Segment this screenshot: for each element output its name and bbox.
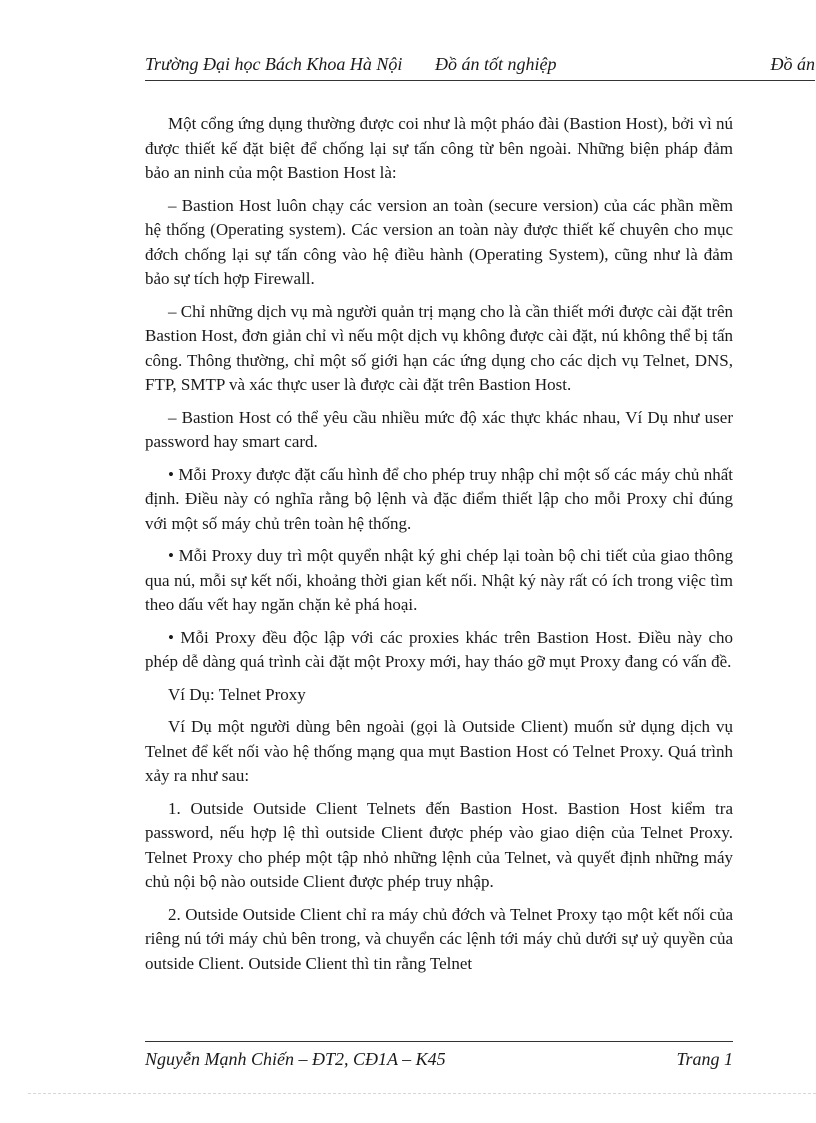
footer-page-number: Trang 1 xyxy=(676,1049,733,1069)
paragraph-secure-version: – Bastion Host luôn chạy các version an toàn (secure version) của các phần mềm hệ thống (Operating system). Các version an toàn này được thiết kế chuyên cho mục đớch chống lại sự tấn công vào hệ điều hành (Operating System), cũng như là đảm bảo sự tích hợp Firewall. xyxy=(145,195,733,288)
paragraph-proxy-log: • Mỗi Proxy duy trì một quyển nhật ký ghi chép lại toàn bộ chi tiết của giao thông qua nú, mỗi sự kết nối, khoảng thời gian kết nối. Nhật ký này rất có ích trong việc tìm theo dấu vết hay ngăn chặn kẻ phá hoại. xyxy=(145,546,733,614)
paragraph-example-heading: Ví Dụ: Telnet Proxy xyxy=(168,684,306,704)
footer-author: Nguyễn Mạnh Chiến – ĐT2, CĐ1A – K45 xyxy=(145,1049,446,1069)
paragraph-step-1: 1. Outside Outside Client Telnets đến Bastion Host. Bastion Host kiểm tra password, nếu hợp lệ thì outside Client được phép vào giao diện của Telnet Proxy. Telnet Proxy cho phép một tập nhỏ những lệnh của Telnet, và quyết định những máy chủ nội bộ nào outside Client được phép truy nhập. xyxy=(145,798,733,891)
header-right-text: Đồ án xyxy=(770,54,815,74)
paragraph-example-intro: Ví Dụ một người dùng bên ngoài (gọi là Outside Client) muốn sử dụng dịch vụ Telnet để kết nối vào hệ thống mạng qua mụt Bastion Host có Telnet Proxy. Quá trình xảy ra như sau: xyxy=(145,717,733,785)
paragraph-required-services: – Chỉ những dịch vụ mà người quản trị mạng cho là cần thiết mới được cài đặt trên Bastion Host, đơn giản chỉ vì nếu một dịch vụ không được cài đặt, nú không thể bị tấn công. Thông thường, chỉ một số giới hạn các ứng dụng cho các dịch vụ Telnet, DNS, FTP, SMTP và xác thực user là được cài đặt trên Bastion Host. xyxy=(145,301,733,394)
document-body xyxy=(145,112,733,984)
header-project-title: Đồ án tốt nghiệp xyxy=(435,54,557,74)
page-footer xyxy=(145,1041,733,1076)
paragraph-authentication: – Bastion Host có thể yêu cầu nhiều mức độ xác thực khác nhau, Ví Dụ như user password hay smart card. xyxy=(145,407,733,451)
paragraph-intro: Một cổng ứng dụng thường được coi như là một pháo đài (Bastion Host), bởi vì nú được thiết kế đặt biệt để chống lại sự tấn công từ bên ngoài. Những biện pháp đảm bảo an ninh của một Bastion Host là: xyxy=(145,114,733,182)
paragraph-step-2: 2. Outside Outside Client chỉ ra máy chủ đớch và Telnet Proxy tạo một kết nối của riêng nú tới máy chủ bên trong, và chuyển các lệnh tới máy chủ dưới sự uỷ quyền của outside Client. Outside Client thì tin rằng Telnet xyxy=(145,904,733,973)
paragraph-proxy-config: • Mỗi Proxy được đặt cấu hình để cho phép truy nhập chỉ một số các máy chủ nhất định. Điều này có nghĩa rằng bộ lệnh và đặc điểm thiết lập cho mỗi Proxy chỉ đúng với một số máy chủ trên toàn hệ thống. xyxy=(145,464,733,533)
header-school: Trường Đại học Bách Khoa Hà Nội xyxy=(145,54,403,74)
paragraph-proxy-independent: • Mỗi Proxy đều độc lập với các proxies khác trên Bastion Host. Điều này cho phép dễ dàng quá trình cài đặt một Proxy mới, hay tháo gỡ mụt Proxy đang có vấn đề. xyxy=(145,627,733,671)
page-header xyxy=(145,50,815,81)
page-bottom-divider xyxy=(28,1093,816,1094)
